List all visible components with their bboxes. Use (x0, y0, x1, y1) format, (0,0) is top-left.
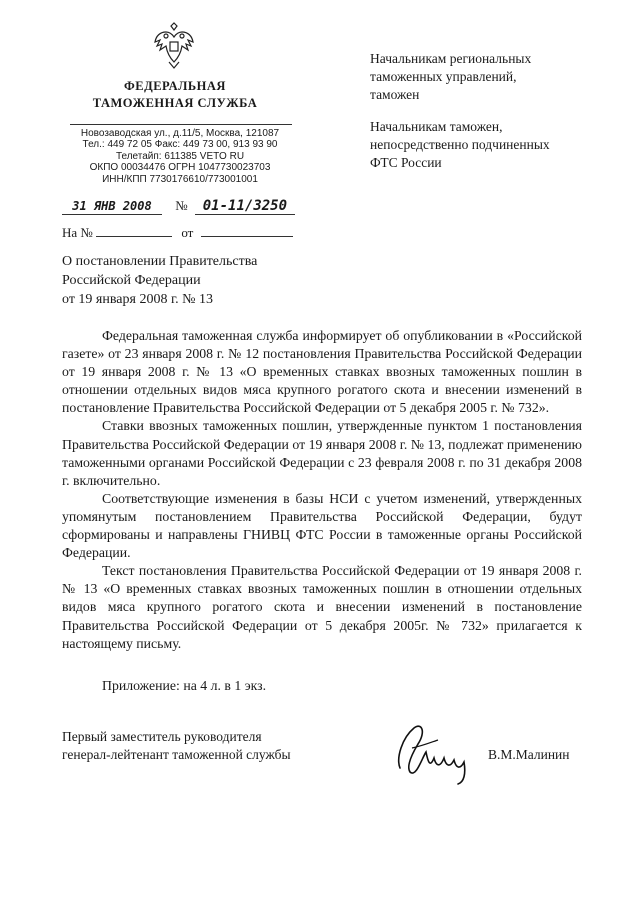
phone-line: Тел.: 449 72 05 Факс: 449 73 00, 913 93 90 (82, 139, 278, 151)
double-headed-eagle-icon (152, 22, 196, 70)
recipients-group-2 (370, 118, 550, 172)
inn-line: ИНН/КПП 7730176610/773001001 (102, 173, 258, 185)
subject (62, 252, 257, 309)
reference-row (62, 224, 302, 241)
teletype-line: Телетайп: 611385 VETO RU (115, 150, 245, 162)
letter-number: 01-11/3250 (202, 198, 288, 214)
recipient-line: Начальникам таможен, (370, 119, 503, 134)
org-name-line1: ФЕДЕРАЛЬНАЯ (124, 79, 226, 93)
org-name-line2: ТАМОЖЕННАЯ СЛУЖБА (92, 96, 258, 110)
body-paragraph: Соответствующие изменения в базы НСИ с учетом изменений, утвержденных упомянутым постановлением Правительства Российской Федерации, будут сформированы и направлены ГНИВЦ ФТС России в таможенные органы Российской Федерации. (62, 490, 582, 561)
body-paragraph: Текст постановления Правительства Российской Федерации от 19 января 2008 г. № 13 «О временных ставках ввозных таможенных пошлин в отношении отдельных видов мяса крупного рогатого скота и внесении изменений в постановление Правительства Российской Федерации от 5 декабря 2005г. № 732» прилагается к настоящему письму. (62, 563, 582, 651)
subject-line: от 19 января 2008 г. № 13 (62, 292, 213, 307)
ref-from-label: от (181, 225, 194, 240)
recipient-line: Начальникам региональных (370, 51, 532, 66)
letter-body (62, 327, 582, 653)
number-label: № (175, 198, 188, 213)
recipient-line: непосредственно подчиненных (370, 137, 550, 152)
ref-number-field (96, 224, 172, 237)
recipient-line: ФТС России (370, 155, 442, 170)
recipient-line: таможен (370, 87, 420, 102)
date-number-row (62, 198, 302, 215)
ref-date-field (201, 224, 293, 237)
letterhead-rule (70, 124, 292, 125)
body-paragraph: Ставки ввозных таможенных пошлин, утвержденные пунктом 1 постановления Правительства Российской Федерации от 19 января 2008 г. № 13, подлежат применению таможенными органами Российской Федерации с 23 февраля 2008 г. по 31 декабря 2008 г. включительно. (62, 418, 582, 488)
org-name (60, 78, 290, 112)
recipient-line: таможенных управлений, (370, 69, 517, 84)
recipients-group-1 (370, 50, 531, 104)
handwritten-signature (392, 718, 482, 788)
signatory-title (62, 728, 291, 764)
signatory-title-line2: генерал-лейтенант таможенной службы (62, 747, 291, 762)
subject-line: О постановлении Правительства (62, 254, 258, 269)
letter-date: 31 ЯНВ 2008 (72, 199, 152, 213)
signatory-name: В.М.Малинин (488, 747, 570, 762)
address-line: Новозаводская ул., д.11/5, Москва, 121087 (80, 128, 280, 139)
signatory-title-line1: Первый заместитель руководителя (62, 729, 262, 744)
letterhead-contacts (70, 128, 290, 185)
okpo-line: ОКПО 00034476 ОГРН 1047730023703 (89, 162, 271, 174)
body-paragraph: Федеральная таможенная служба информирует об опубликовании в «Российской газете» от 23 января 2008 г. № 12 постановления Правительства Российской Федерации от 19 января 2008 г. № 13 «О временных ставках ввозных таможенных пошлин в отношении отдельных видов мяса крупного рогатого скота и внесении изменений в постановление Правительства Российской Федерации от 5 декабря 2005 г. № 732». (62, 328, 582, 416)
ref-label: На № (62, 225, 93, 240)
subject-line: Российской Федерации (62, 273, 201, 288)
attachment-note: Приложение: на 4 л. в 1 экз. (102, 678, 267, 693)
